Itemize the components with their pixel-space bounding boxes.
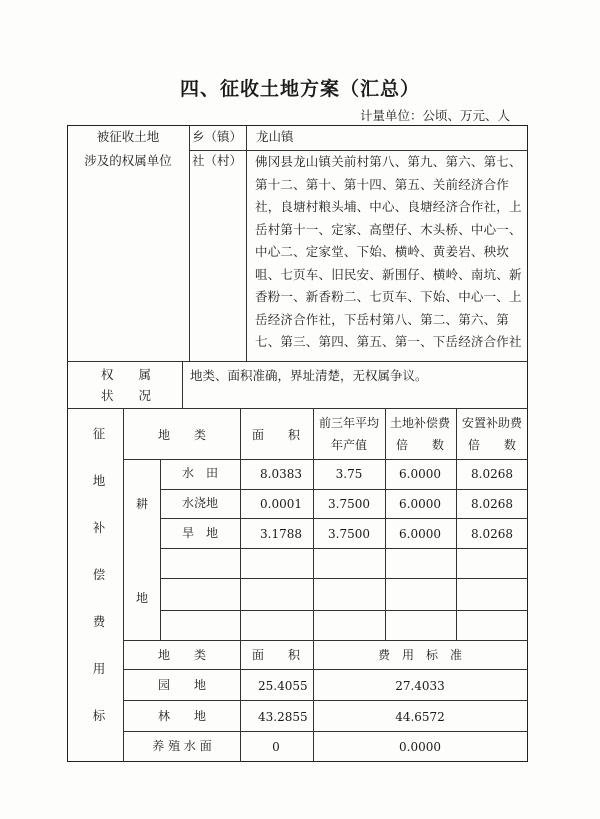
compensation-standard-char: 地: [92, 473, 106, 488]
other-col-area: 面 积: [251, 648, 301, 662]
col-avg-output: 年产值: [330, 438, 368, 452]
grid-line: [160, 548, 528, 549]
other-area: 25.4055: [258, 679, 308, 693]
grid-line: [160, 518, 528, 519]
expropriated-land-label: 被征收土地: [96, 129, 160, 144]
arable-resettle: 8.0268: [471, 497, 513, 511]
grid-line: [385, 408, 386, 640]
other-type: 养 殖 水 面: [152, 739, 212, 753]
arable-resettle: 8.0268: [471, 527, 513, 541]
other-area: 0: [272, 740, 280, 754]
page-title: 四、征收土地方案（汇总）: [179, 78, 420, 100]
grid-line: [160, 489, 528, 490]
ownership-status-label: 状 况: [100, 388, 152, 403]
col-land-type: 地 类: [157, 428, 207, 442]
other-fee: 0.0000: [399, 740, 441, 754]
col-avg-output: 前三年平均: [318, 416, 380, 430]
compensation-standard-char: 标: [92, 708, 106, 723]
arable-type: 水浇地: [181, 496, 219, 510]
arable-avg: 3.7500: [328, 527, 370, 541]
arable-land-comp: 6.0000: [399, 527, 441, 541]
grid-line: [456, 408, 457, 640]
col-resettle: 倍 数: [467, 438, 517, 452]
arable-avg: 3.7500: [328, 497, 370, 511]
village-value: 佛冈县龙山镇关前村第八、第九、第六、第七、第十二、第十、第十四、第五、关前经济合作社，良塘村粮头埔、中心、良塘经济合作社，上岳村第十一、定家、高塱仔、木头桥、中心一、中心二、定家堂、下始、横岭、黄姜岩、秧坎咀、七页车、旧民安、新围仔、横岭、南坑、新香粉一、新香粉二、七页车、下始、中心一、上岳经济合作社，下岳村第八、第二、第六、第七、第三、第四、第五、第一、下岳经济合作社: [255, 154, 522, 349]
arable-type: 水 田: [181, 466, 219, 480]
grid-line: [123, 669, 528, 670]
grid-line: [246, 125, 247, 361]
arable-resettle: 8.0268: [471, 467, 513, 481]
arable-area: 3.1788: [260, 527, 302, 541]
compensation-standard-char: 用: [92, 661, 106, 676]
grid-line: [123, 408, 124, 762]
grid-line: [67, 361, 528, 362]
ownership-status-value: 地类、面积准确，界址清楚，无权属争议。: [190, 368, 428, 383]
other-fee: 27.4033: [395, 679, 445, 693]
other-type: 园 地: [157, 678, 207, 692]
arable-land-comp: 6.0000: [399, 467, 441, 481]
arable-land-label: 地: [135, 591, 149, 605]
compensation-standard-char: 偿: [92, 567, 106, 582]
arable-land-comp: 6.0000: [399, 497, 441, 511]
ownership-status-label: 权 属: [100, 367, 152, 382]
grid-line: [123, 700, 528, 701]
ownership-units-label: 涉及的权属单位: [84, 153, 172, 168]
arable-area: 0.0001: [260, 497, 302, 511]
compensation-standard-char: 征: [92, 426, 106, 441]
other-fee: 44.6572: [395, 710, 445, 724]
grid-line: [189, 125, 190, 361]
arable-type: 旱 地: [181, 526, 219, 540]
measurement-unit: 计量单位：公顷、万元、人: [359, 108, 510, 123]
grid-line: [160, 459, 161, 640]
col-land-comp: 倍 数: [395, 438, 445, 452]
grid-line: [123, 731, 528, 732]
grid-line: [160, 610, 528, 611]
col-land-comp: 土地补偿费: [389, 416, 451, 430]
grid-line: [123, 459, 528, 460]
other-col-fee: 费 用 标 准: [377, 648, 463, 662]
arable-land-label: 耕: [135, 497, 149, 511]
grid-line: [67, 408, 528, 409]
other-col-land-type: 地 类: [157, 648, 207, 662]
compensation-standard-char: 费: [92, 614, 106, 629]
col-area: 面 积: [251, 428, 301, 442]
arable-avg: 3.75: [335, 467, 363, 481]
col-resettle: 安置补助费: [461, 416, 523, 430]
grid-line: [313, 408, 314, 640]
grid-line: [313, 640, 314, 762]
grid-line: [160, 578, 528, 579]
compensation-standard-char: 补: [92, 520, 106, 535]
arable-area: 8.0383: [260, 467, 302, 481]
township-label: 乡（镇）: [191, 129, 243, 144]
grid-line: [182, 361, 183, 408]
village-label: 社（村）: [191, 153, 243, 168]
grid-line: [123, 640, 528, 641]
other-type: 林 地: [157, 709, 207, 723]
township-value: 龙山镇: [256, 129, 294, 144]
other-area: 43.2855: [258, 710, 308, 724]
grid-line: [240, 408, 241, 762]
